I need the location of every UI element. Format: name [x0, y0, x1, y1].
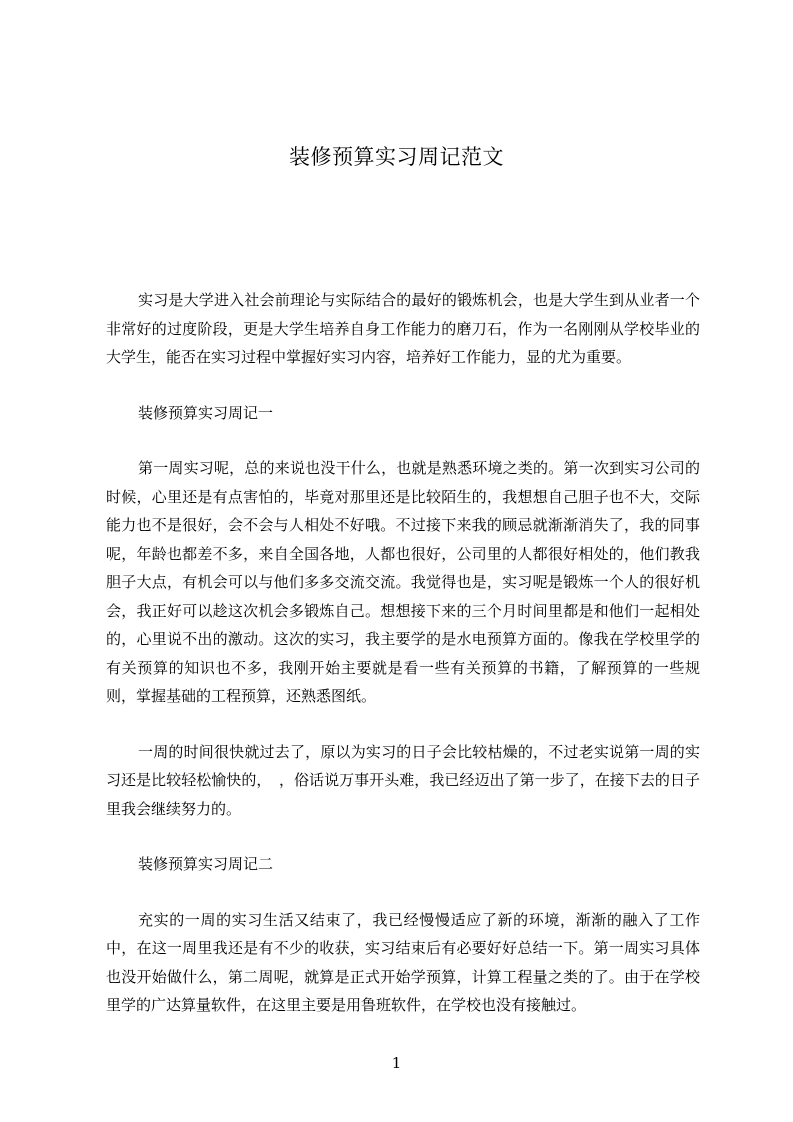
week2-paragraph-1: 充实的一周的实习生活又结束了，我已经慢慢适应了新的环境，渐渐的融入了工作中，在这一周里我还是有不少的收获，实习结束后有必要好好总结一下。第一周实习具体也没开始做什么，第二周呢，就算是正式开始学预算，计算工程量之类的了。由于在学校里学的广达算量软件，在这里主要是用鲁班软件，在学校也没有接触过。 [106, 910, 700, 1014]
spacer [106, 711, 700, 738]
intro-paragraph: 实习是大学进入社会前理论与实际结合的最好的锻炼机会，也是大学生到从业者一个非常好的过度阶段，更是大学生培养自身工作能力的磨刀石，作为一名刚刚从学校毕业的大学生，能否在实习过程中掌握好实习内容，培养好工作能力，显的尤为重要。 [106, 291, 700, 366]
spacer [106, 427, 700, 454]
document-title: 装修预算实习周记范文 [289, 145, 504, 169]
spacer [106, 372, 700, 399]
spacer [106, 823, 700, 850]
week1-paragraph-2: 一周的时间很快就过去了，原以为实习的日子会比较枯燥的，不过老实说第一周的实习还是比较轻松愉快的， ，俗话说万事开头难，我已经迈出了第一步了，在接下去的日子里我会继续努力的。 [106, 742, 700, 818]
document-body [106, 286, 700, 1020]
spacer [106, 879, 700, 906]
section-heading-week2: 装修预算实习周记二 [138, 855, 274, 873]
section-heading-week1: 装修预算实习周记一 [138, 403, 274, 422]
page-number: 1 [391, 1054, 402, 1072]
week1-paragraph-1: 第一周实习呢，总的来说也没干什么，也就是熟悉环境之类的。第一次到实习公司的时候，心里还是有点害怕的，毕竟对那里还是比较陌生的，我想想自己胆子也不大，交际能力也不是很好，会不会与人相处不好哦。不过接下来我的顾忌就渐渐消失了，我的同事呢，年龄也都差不多，来自全国各地，人都也很好，公司里的人都很好相处的，他们教我胆子大点，有机会可以与他们多多交流交流。我觉得也是，实习呢是锻炼一个人的很好机会，我正好可以趁这次机会多锻炼自己。想想接下来的三个月时间里都是和他们一起相处的，心里说不出的激动。这次的实习，我主要学的是水电预算方面的。像我在学校里学的有关预算的知识也不多，我刚开始主要就是看一些有关预算的书籍，了解预算的一些规则，掌握基础的工程预算，还熟悉图纸。 [106, 459, 700, 705]
